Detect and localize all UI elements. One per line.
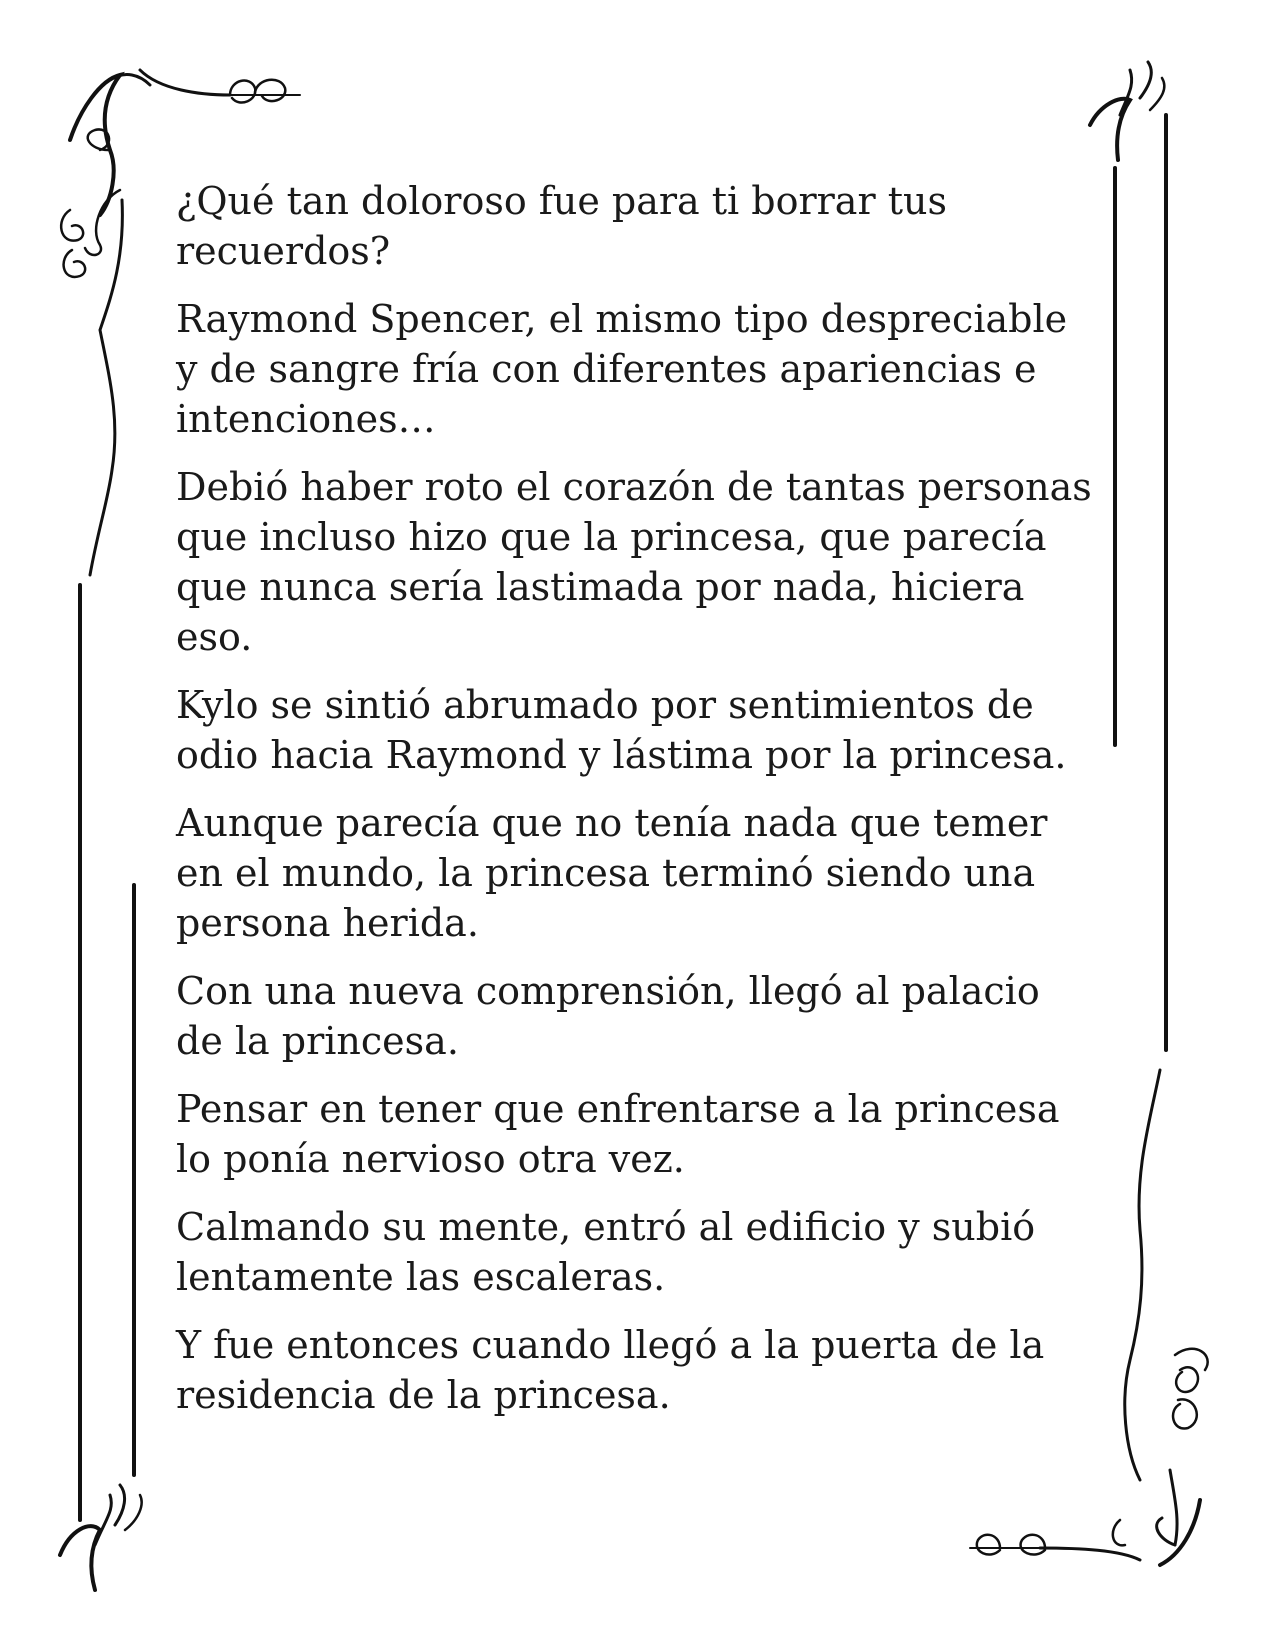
flourish-top-right-icon <box>1090 62 1164 160</box>
paragraph-9: Y fue entonces cuando llegó a la puerta de la residencia de la princesa. <box>176 1323 1045 1417</box>
paragraph-6: Con una nueva comprensión, llegó al palacio de la princesa. <box>176 969 1040 1063</box>
paragraph-4: Kylo se sintió abrumado por sentimientos de odio hacia Raymond y lástima por la princesa. <box>176 683 1067 777</box>
paragraph-8: Calmando su mente, entró al edificio y subió lentamente las escaleras. <box>176 1205 1036 1299</box>
paragraph-2: Raymond Spencer, el mismo tipo despreciable y de sangre fría con diferentes apariencias e intenciones… <box>176 297 1068 441</box>
paragraph-5: Aunque parecía que no tenía nada que temer en el mundo, la princesa terminó siendo una persona herida. <box>176 801 1048 945</box>
flourish-bottom-left-icon <box>60 1485 142 1590</box>
story-text <box>176 176 1096 1438</box>
paragraph-3: Debió haber roto el corazón de tantas personas que incluso hizo que la princesa, que parecía que nunca sería lastimada por nada, hiciera eso. <box>176 465 1092 659</box>
paragraph-7: Pensar en tener que enfrentarse a la princesa lo ponía nervioso otra vez. <box>176 1087 1060 1181</box>
paragraph-1: ¿Qué tan doloroso fue para ti borrar tus recuerdos? <box>176 179 947 273</box>
